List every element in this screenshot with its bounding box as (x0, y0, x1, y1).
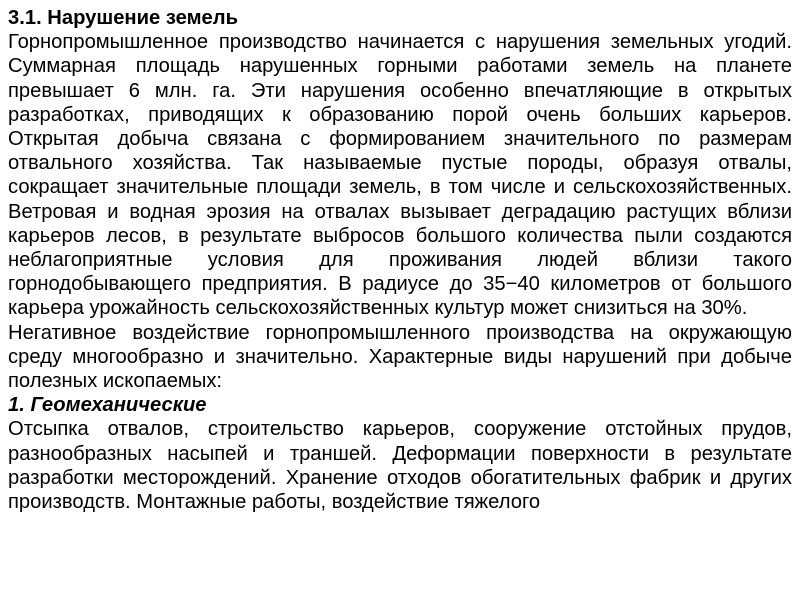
paragraph-negative-impact: Негативное воздействие горнопромышленного производства на окружающую среду многообразно и значительно. Характерные виды нарушений при добыче полезных ископаемых: (8, 321, 792, 393)
subheading-geomechanical: 1. Геомеханические (8, 394, 207, 417)
document-slide (8, 6, 792, 514)
paragraph-geomechanical: Отсыпка отвалов, строительство карьеров, сооружение отстойных прудов, разнообразных насыпей и траншей. Деформации поверхности в результате разработки месторождений. Хранение отходов обогатительных фабрик и других производств. Монтажные работы, воздействие тяжелого (8, 418, 792, 514)
section-title: 3.1. Нарушение земель (8, 7, 238, 29)
paragraph-land-disturbance: Горнопромышленное производство начинается с нарушения земельных угодий. Суммарная площадь нарушенных горными работами земель на планете превышает 6 млн. га. Эти нарушения особенно впечатляющие в открытых разработках, приводящих к образованию порой очень больших карьеров. Открытая добыча связана с формированием значительного по размерам отвального хозяйства. Так называемые пустые породы, образуя отвалы, сокращает значительные площади земель, в том числе и сельскохозяйственных. Ветровая и водная эрозия на отвалах вызывает деградацию растущих вблизи карьеров лесов, в результате выбросов большого количества пыли создаются неблагоприятные условия для проживания людей вблизи такого горнодобывающего предприятия. В радиусе до 35−40 километров от большого карьера урожайность сельскохозяйственных культур может снизиться на 30%. (8, 31, 792, 320)
